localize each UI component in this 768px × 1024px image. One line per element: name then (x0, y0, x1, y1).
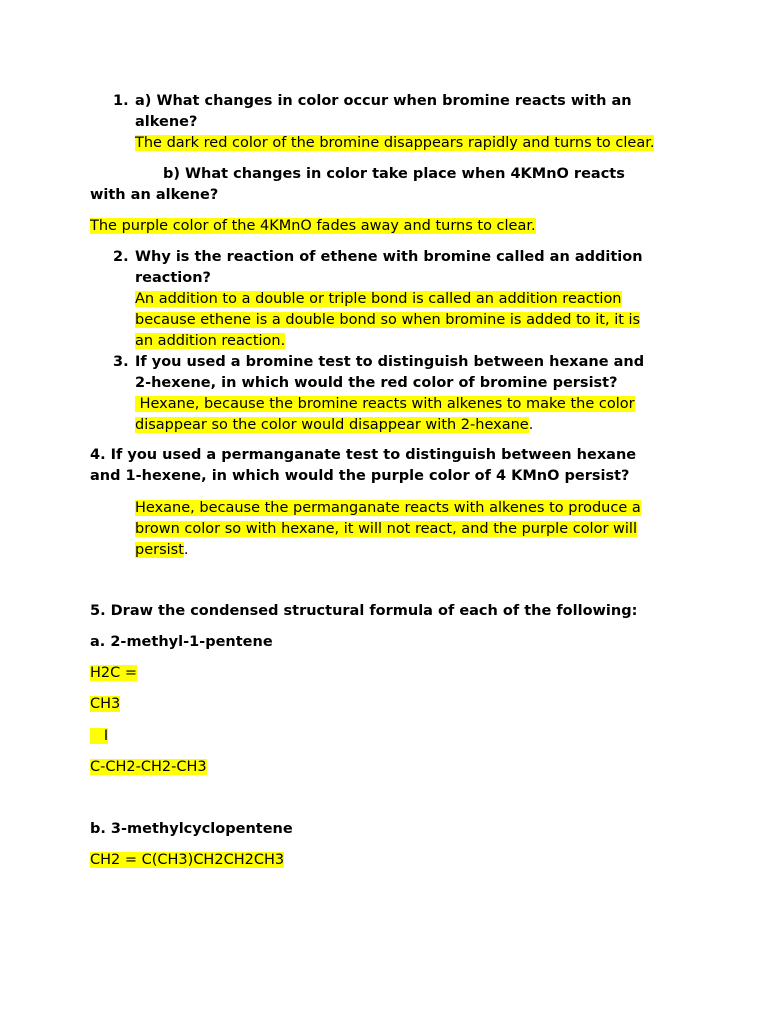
q1-a-question-line1 (113, 91, 632, 112)
q2-answer-line2-text: because ethene is a double bond so when bromine is added to it, it is (135, 312, 641, 328)
q1-a-answer (135, 133, 654, 154)
q3-answer-line1 (135, 394, 635, 415)
q2-question-line2: reaction? (135, 270, 211, 286)
q1-a-question-line2: alkene? (135, 114, 198, 130)
q4-answer-line1-text: Hexane, because the permanganate reacts with alkenes to produce a (135, 500, 641, 516)
q5-a-answer-line2 (90, 694, 120, 715)
q5-a-label: a. 2-methyl-1-pentene (90, 634, 273, 650)
q5-a-answer-line3-text: I (90, 728, 109, 744)
q3-answer-line2-text: disappear so the color would disappear with 2-hexane (135, 417, 529, 433)
q4-answer-line3-text: persist (135, 542, 184, 558)
q5-question: 5. Draw the condensed structural formula of each of the following: (90, 603, 638, 619)
q2-question-text: Why is the reaction of ethene with bromine called an addition (135, 249, 643, 265)
q1-b-answer-text: The purple color of the 4KMnO fades away and turns to clear. (90, 218, 536, 234)
q3-question-text: If you used a bromine test to distinguish between hexane and (135, 354, 645, 370)
q4-answer-line2 (135, 519, 637, 540)
q4-question-line2: and 1-hexene, in which would the purple color of 4 KMnO persist? (90, 468, 630, 484)
q2-answer-line2 (135, 310, 640, 331)
q2-answer-line1-text: An addition to a double or triple bond is called an addition reaction (135, 291, 622, 307)
q4-question-line1: 4. If you used a permanganate test to distinguish between hexane (90, 447, 637, 463)
q2-answer-line1 (135, 289, 622, 310)
q2-answer-line3 (135, 331, 285, 352)
q1-number: 1. (113, 93, 129, 109)
q3-number: 3. (113, 354, 129, 370)
q5-a-answer-line4 (90, 757, 207, 778)
q1-b-question-line1: b) What changes in color take place when 4KMnO reacts (163, 166, 625, 182)
q1-b-answer (90, 216, 536, 237)
q5-a-answer-line4-text: C-CH2-CH2-CH3 (90, 759, 207, 775)
q5-b-answer (90, 850, 284, 871)
q1-a-question-text: a) What changes in color occur when bromine reacts with an (135, 93, 632, 109)
q5-b-label: b. 3-methylcyclopentene (90, 821, 293, 837)
q1-a-answer-text: The dark red color of the bromine disappears rapidly and turns to clear. (135, 135, 655, 151)
q5-a-answer-line1 (90, 663, 137, 684)
q3-answer-line2-tail: . (528, 417, 534, 433)
q3-question-line2: 2-hexene, in which would the red color of bromine persist? (135, 375, 618, 391)
q1-b-question-line2: with an alkene? (90, 187, 219, 203)
q2-number: 2. (113, 249, 129, 265)
q5-b-answer-text: CH2 = C(CH3)CH2CH2CH3 (90, 852, 285, 868)
q2-answer-line3-text: an addition reaction. (135, 333, 286, 349)
q4-answer-line3-tail: . (183, 542, 189, 558)
q4-answer-line3 (135, 540, 189, 561)
q3-answer-line2 (135, 415, 533, 436)
q5-a-answer-line3 (90, 726, 108, 747)
q5-a-answer-line1-text: H2C = (90, 665, 138, 681)
q5-a-answer-line2-text: CH3 (90, 696, 121, 712)
q2-question-line1 (113, 247, 643, 268)
q3-answer-line1-text: Hexane, because the bromine reacts with alkenes to make the color (135, 396, 635, 412)
q3-question-line1 (113, 352, 644, 373)
q4-answer-line1 (135, 498, 641, 519)
q4-answer-line2-text: brown color so with hexane, it will not react, and the purple color will (135, 521, 637, 537)
